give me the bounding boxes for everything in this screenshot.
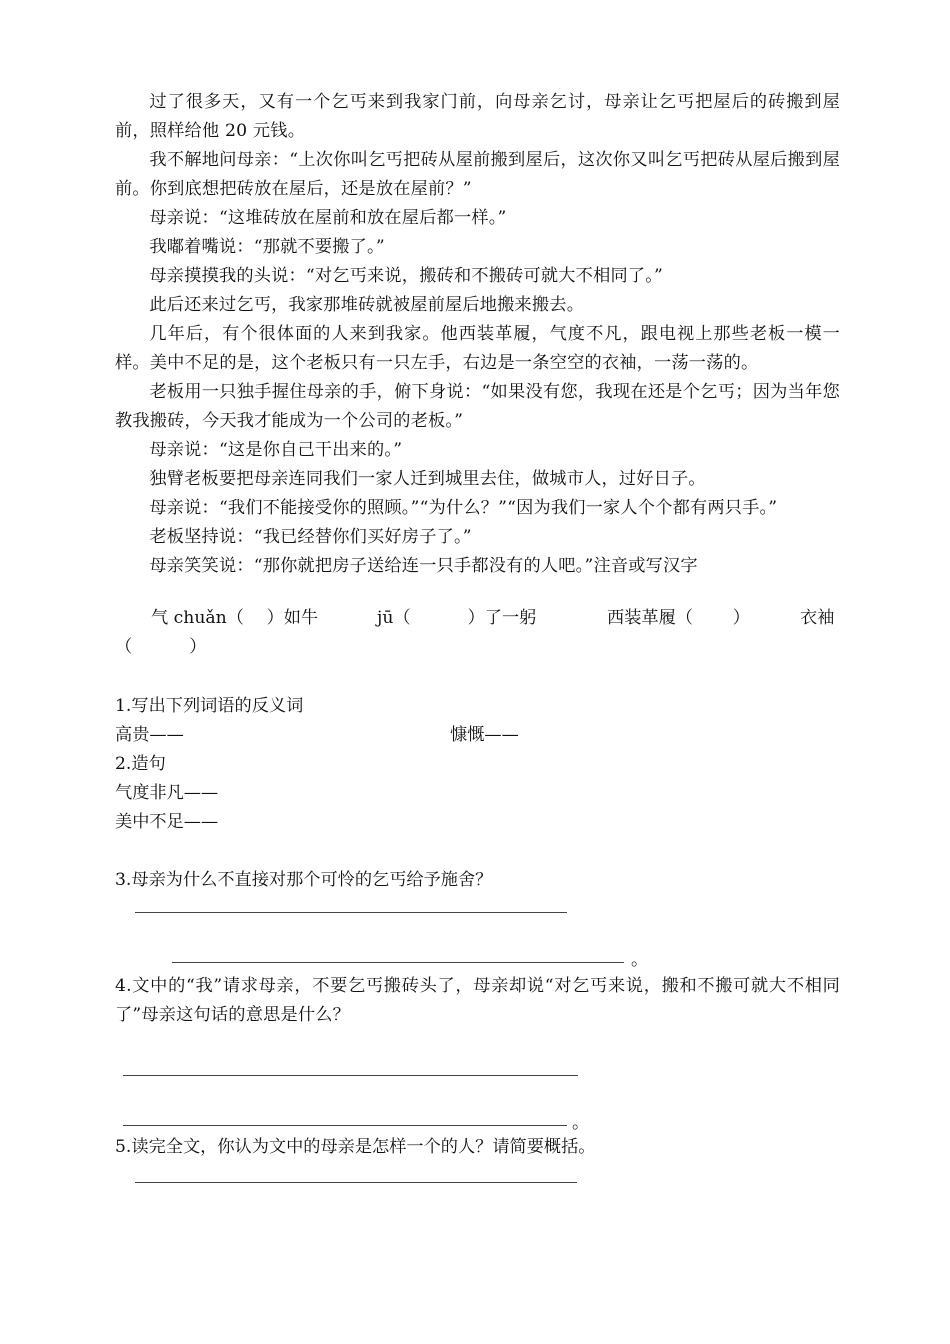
question-1-right-word: 慷慨—— (450, 725, 519, 745)
question-1-title: 1.写出下列词语的反义词 (115, 696, 304, 716)
answer-line (135, 1182, 577, 1183)
answer-period: 。 (631, 950, 649, 970)
passage-paragraph: 此后还来过乞丐，我家那堆砖就被屋前屋后地搬来搬去。 (149, 295, 585, 315)
pinyin-item: jū（ ）了一躬 (377, 608, 537, 628)
question-4-title: 4.文中的“我”请求母亲，不要乞丐搬砖头了，母亲却说“对乞丐来说，搬和不搬可就大不相同了”母亲这句话的意思是什么？ (115, 976, 840, 1025)
pinyin-item: （ ） (115, 637, 207, 657)
passage-paragraph: 我嘟着嘴说：“那就不要搬了。” (149, 237, 385, 257)
pinyin-item: 衣袖 (800, 608, 835, 628)
passage-paragraph: 我不解地问母亲：“上次你叫乞丐把砖从屋前搬到屋后，这次你又叫乞丐把砖从屋后搬到屋前。你到底想把砖放在屋后，还是放在屋前？” (115, 150, 840, 199)
question-5-title: 5.读完全文，你认为文中的母亲是怎样一个的人？请简要概括。 (115, 1137, 596, 1157)
answer-line (135, 912, 567, 913)
answer-line (123, 1075, 578, 1076)
passage-paragraph: 独臂老板要把母亲连同我们一家人迁到城里去住，做城市人，过好日子。 (149, 469, 706, 489)
passage-paragraph: 母亲说：“这堆砖放在屋前和放在屋后都一样。” (149, 208, 507, 228)
question-2-title: 2.造句 (115, 754, 166, 774)
passage-paragraph: 母亲摸摸我的头说：“对乞丐来说，搬砖和不搬砖可就大不相同了。” (149, 266, 664, 286)
passage-paragraph: 母亲笑笑说：“那你就把房子送给连一只手都没有的人吧。”注音或写汉字 (149, 556, 698, 576)
pinyin-exercise-row (115, 604, 840, 633)
question-4 (115, 972, 840, 1030)
answer-line (123, 1125, 567, 1126)
question-3-title: 3.母亲为什么不直接对那个可怜的乞丐给予施舍？ (115, 870, 493, 890)
passage-paragraph: 母亲说：“我们不能接受你的照顾。”“为什么？”“因为我们一家人个个都有两只手。” (149, 498, 778, 518)
answer-line (172, 962, 624, 963)
passage-paragraph: 老板坚持说：“我已经替你们买好房子了。” (149, 527, 472, 547)
passage-paragraph: 过了很多天，又有一个乞丐来到我家门前，向母亲乞讨，母亲让乞丐把屋后的砖搬到屋前，照样给他 20 元钱。 (115, 92, 840, 141)
question-2-sentence-b: 美中不足—— (115, 812, 219, 832)
passage-paragraph: 老板用一只独手握住母亲的手，俯下身说：“如果没有您，我现在还是个乞丐；因为当年您教我搬砖，今天我才能成为一个公司的老板。” (115, 382, 840, 431)
pinyin-item: 西装革履（ ） (607, 608, 750, 628)
pinyin-item: 气 chuǎn（ ）如牛 (151, 608, 319, 628)
passage-paragraph: 几年后，有个很体面的人来到我家。他西装革履，气度不凡，跟电视上那些老板一模一样。美中不足的是，这个老板只有一只左手，右边是一条空空的衣袖，一荡一荡的。 (115, 324, 840, 373)
passage-paragraph: 母亲说：“这是你自己干出来的。” (149, 440, 403, 460)
question-1-left-word: 高贵—— (115, 725, 184, 745)
answer-period: 。 (572, 1113, 590, 1133)
reading-passage (115, 88, 840, 581)
question-2-sentence-a: 气度非凡—— (115, 783, 219, 803)
